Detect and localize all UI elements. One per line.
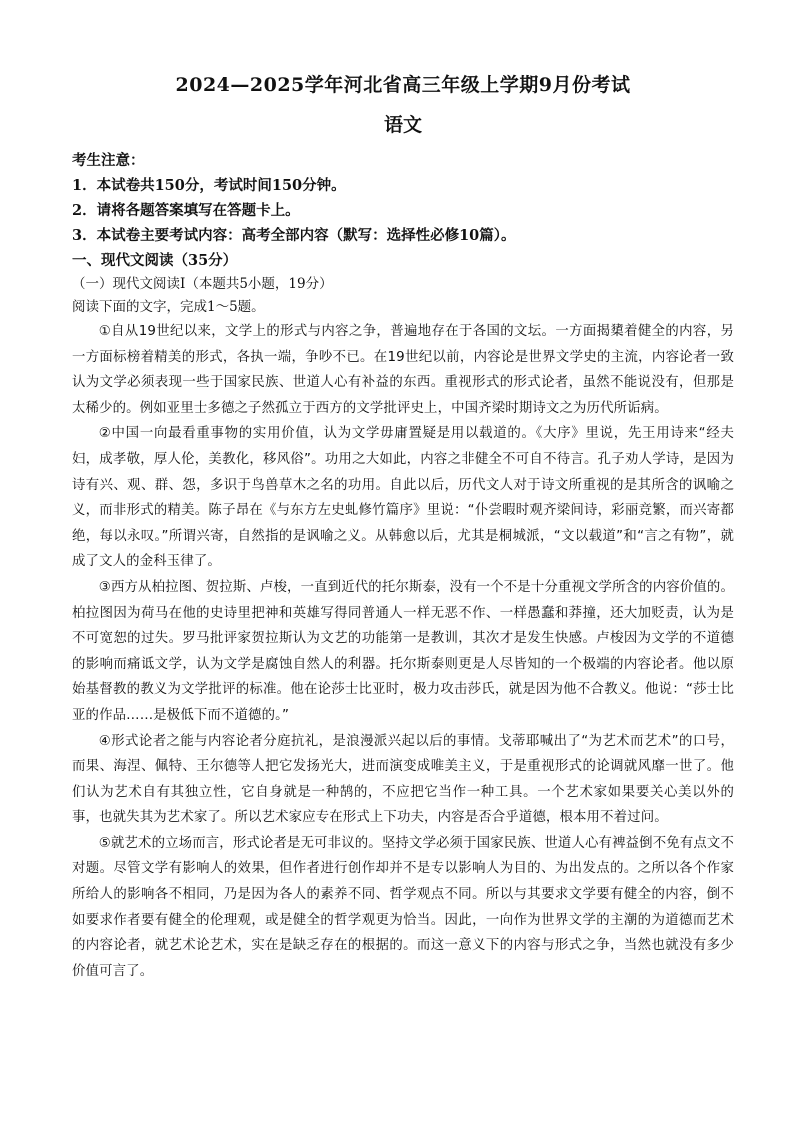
passage-paragraph: ④形式论者之能与内容论者分庭抗礼，是浪漫派兴起以后的事情。戈蒂耶喊出了“为艺术而艺术”的口号，而果、海涅、佩特、王尔德等人把它发扬光大，进而演变成唯美主义，于是重视形式的论调就风靡一世了。他们认为艺术自有其独立性，它自身就是一种鹄的，不应把它当作一种工具。一个艺术家如果要关心美以外的事，也就失其为艺术家了。所以艺术家应专在形式上下功夫，内容是否合乎道德，根本用不着过问。 xyxy=(72,733,734,826)
section-heading: 一、现代文阅读（35分） xyxy=(72,252,238,269)
reading-passage xyxy=(72,319,734,984)
notice-item: 1．本试卷共150分，考试时间150分钟。 xyxy=(72,177,346,194)
subsection-heading: （一）现代文阅读Ⅰ（本题共5小题，19分） xyxy=(72,276,333,292)
reading-instruction: 阅读下面的文字，完成1～5题。 xyxy=(72,299,265,315)
notice-heading: 考生注意： xyxy=(72,152,145,169)
passage-paragraph: ②中国一向最看重事物的实用价值，认为文学毋庸置疑是用以载道的。《大序》里说，先王用诗来“经夫妇，成孝敬，厚人伦，美教化，移风俗”。功用之大如此，内容之非健全不可自不待言。孔子劝人学诗，是因为诗有兴、观、群、怨，多识于鸟兽草木之名的功用。自此以后，历代文人对于诗文所重视的是其所含的讽喻之义，而非形式的精美。陈子昂在《与东方左史虬修竹篇序》里说：“仆尝暇时观齐梁间诗，彩丽竞繁，而兴寄都绝，每以永叹。”所谓兴寄，自然指的是讽喻之义。从韩愈以后，尤其是桐城派，“文以载道”和“言之有物”，就成了文人的金科玉律了。 xyxy=(72,426,734,570)
passage-paragraph: ③西方从柏拉图、贺拉斯、卢梭，一直到近代的托尔斯泰，没有一个不是十分重视文学所含的内容价值的。柏拉图因为荷马在他的史诗里把神和英雄写得同普通人一样无恶不作、一样愚蠢和莽撞，还大加贬责，认为是不可宽恕的过失。罗马批评家贺拉斯认为文艺的功能第一是教训，其次才是发生快感。卢梭因为文学的不道德的影响而痛诋文学，认为文学是腐蚀自然人的利器。托尔斯泰则更是人尽皆知的一个极端的内容论者。他以原始基督教的教义为文学批评的标准。他在论莎士比亚时，极力攻击莎氏，就是因为他不合教义。他说：“莎士比亚的作品……是极低下而不道德的。” xyxy=(72,579,734,723)
passage-paragraph: ⑤就艺术的立场而言，形式论者是无可非议的。坚持文学必须于国家民族、世道人心有裨益倒不免有点文不对题。尽管文学有影响人的效果，但作者进行创作却并不是专以影响人为目的、为出发点的。之所以各个作家所给人的影响各不相同，乃是因为各人的素养不同、哲学观点不同。所以与其要求文学要有健全的内容，倒不如要求作者要有健全的伦理观，或是健全的哲学观更为恰当。因此，一向作为世界文学的主潮的为道德而艺术的内容论者，就艺术论艺术，实在是缺乏存在的根据的。而这一意义下的内容与形式之争，当然也就没有多少价值可言了。 xyxy=(72,835,734,979)
notice-item: 3．本试卷主要考试内容：高考全部内容（默写：选择性必修10篇）。 xyxy=(72,227,516,244)
candidate-notice xyxy=(72,148,734,248)
subject-title: 语文 xyxy=(383,114,422,136)
passage-paragraph: ①自从19世纪以来，文学上的形式与内容之争，普遍地存在于各国的文坛。一方面揭橥着健全的内容，另一方面标榜着精美的形式，各执一端，争吵不已。在19世纪以前，内容论是世界文学史的主流，内容论者一致认为文学必须表现一些于国家民族、世道人心有补益的东西。重视形式的形式论者，虽然不能说没有，但那是太稀少的。例如亚里士多德之子然孤立于西方的文学批评史上，中国齐梁时期诗文之为历代所诟病。 xyxy=(72,324,734,416)
notice-item: 2．请将各题答案填写在答题卡上。 xyxy=(72,202,300,219)
exam-title: 2024—2025学年河北省高三年级上学期9月份考试 xyxy=(175,74,631,96)
